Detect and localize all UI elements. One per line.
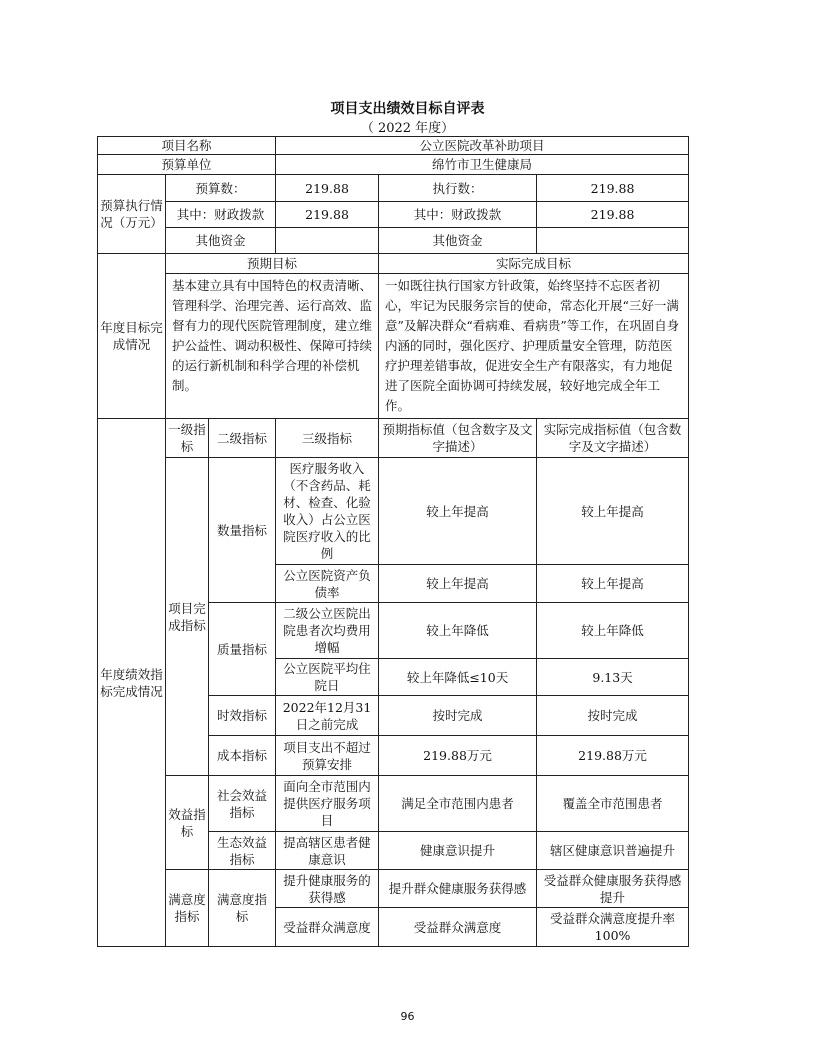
document-year: （ 2022 年度） xyxy=(360,121,455,136)
header-level1: 一级指标 xyxy=(166,419,209,458)
expected-value: 提升群众健康服务获得感 xyxy=(379,870,537,908)
actual-value: 较上年提高 xyxy=(537,458,689,565)
budget-value: 219.88 xyxy=(276,175,379,202)
level1-project-completion: 项目完成指标 xyxy=(166,458,209,776)
expected-value: 受益群众满意度 xyxy=(379,908,537,947)
actual-value: 受益群众健康服务获得感提升 xyxy=(537,870,689,908)
header-actual: 实际完成指标值（包含数字及文字描述） xyxy=(537,419,689,458)
level3-indicator: 受益群众满意度 xyxy=(276,908,379,947)
level1-satisfaction: 满意度指标 xyxy=(166,870,209,947)
header-level2: 二级指标 xyxy=(209,419,276,458)
expected-value: 满足全市范围内患者 xyxy=(379,776,537,832)
other-funds-label: 其他资金 xyxy=(166,228,276,254)
annual-goal-label: 年度目标完成情况 xyxy=(98,254,166,419)
budget-label: 预算数： xyxy=(166,175,276,202)
level3-indicator: 提升健康服务的获得感 xyxy=(276,870,379,908)
header-expected: 预期指标值（包含数字及文字描述） xyxy=(379,419,537,458)
expected-value: 健康意识提升 xyxy=(379,832,537,870)
other-funds-exec xyxy=(537,228,689,254)
level3-indicator: 二级公立医院出院患者次均费用增幅 xyxy=(276,603,379,659)
budget-section-label: 预算执行情况（万元） xyxy=(98,175,166,254)
level3-indicator: 面向全市范围内提供医疗服务项目 xyxy=(276,776,379,832)
expected-value: 219.88万元 xyxy=(379,736,537,776)
expected-goal-header: 预期目标 xyxy=(166,254,379,274)
actual-value: 按时完成 xyxy=(537,696,689,736)
level2-satisfaction: 满意度指标 xyxy=(209,870,276,947)
indicators-section-label: 年度绩效指标完成情况 xyxy=(98,419,166,947)
fiscal-exec: 219.88 xyxy=(537,202,689,228)
actual-goal-header: 实际完成目标 xyxy=(379,254,689,274)
actual-value: 较上年降低 xyxy=(537,603,689,659)
level2-cost: 成本指标 xyxy=(209,736,276,776)
page-number: 96 xyxy=(400,1010,415,1023)
level2-social-benefit: 社会效益指标 xyxy=(209,776,276,832)
project-name: 公立医院改革补助项目 xyxy=(276,137,689,155)
header-level3: 三级指标 xyxy=(276,419,379,458)
level3-indicator: 公立医院资产负债率 xyxy=(276,565,379,603)
expected-value: 较上年提高 xyxy=(379,458,537,565)
self-evaluation-table xyxy=(97,136,689,947)
fiscal-budget: 219.88 xyxy=(276,202,379,228)
actual-value: 219.88万元 xyxy=(537,736,689,776)
expected-value: 按时完成 xyxy=(379,696,537,736)
other-funds-exec-label: 其他资金 xyxy=(379,228,537,254)
expected-value: 较上年降低≤10天 xyxy=(379,659,537,696)
level3-indicator: 项目支出不超过预算安排 xyxy=(276,736,379,776)
expected-value: 较上年降低 xyxy=(379,603,537,659)
document-title: 项目支出绩效目标自评表 xyxy=(330,101,485,117)
budget-unit-label: 预算单位 xyxy=(98,155,276,175)
fiscal-label: 其中：财政拨款 xyxy=(166,202,276,228)
level1-benefit: 效益指标 xyxy=(166,776,209,870)
level3-indicator: 公立医院平均住院日 xyxy=(276,659,379,696)
fiscal-exec-label: 其中：财政拨款 xyxy=(379,202,537,228)
level3-indicator: 2022年12月31日之前完成 xyxy=(276,696,379,736)
actual-value: 辖区健康意识普遍提升 xyxy=(537,832,689,870)
budget-unit: 绵竹市卫生健康局 xyxy=(276,155,689,175)
project-name-label: 项目名称 xyxy=(98,137,276,155)
exec-label: 执行数： xyxy=(379,175,537,202)
actual-value: 9.13天 xyxy=(537,659,689,696)
level2-quality: 质量指标 xyxy=(209,603,276,696)
actual-goal-text: 一如既往执行国家方针政策，始终坚持不忘医者初心，牢记为民服务宗旨的使命，常态化开展“三好一满意”及解决群众“看病难、看病贵”等工作，在巩固自身内涵的同时，强化医疗、护理质量安全管理，防范医疗护理差错事故，促进安全生产有限落实，有力地促进了医院全面协调可持续发展，较好地完成全年工作。 xyxy=(379,274,689,419)
level2-timeliness: 时效指标 xyxy=(209,696,276,736)
level2-quantity: 数量指标 xyxy=(209,458,276,603)
actual-value: 受益群众满意度提升率100% xyxy=(537,908,689,947)
expected-goal-text: 基本建立具有中国特色的权责清晰、管理科学、治理完善、运行高效、监督有力的现代医院管理制度，建立维护公益性、调动积极性、保障可持续的运行新机制和科学合理的补偿机制。 xyxy=(166,274,379,419)
actual-value: 较上年提高 xyxy=(537,565,689,603)
level3-indicator: 医疗服务收入（不含药品、耗材、检查、化验收入）占公立医院医疗收入的比例 xyxy=(276,458,379,565)
exec-value: 219.88 xyxy=(537,175,689,202)
other-funds-budget xyxy=(276,228,379,254)
actual-value: 覆盖全市范围患者 xyxy=(537,776,689,832)
level3-indicator: 提高辖区患者健康意识 xyxy=(276,832,379,870)
level2-ecological-benefit: 生态效益指标 xyxy=(209,832,276,870)
expected-value: 较上年提高 xyxy=(379,565,537,603)
